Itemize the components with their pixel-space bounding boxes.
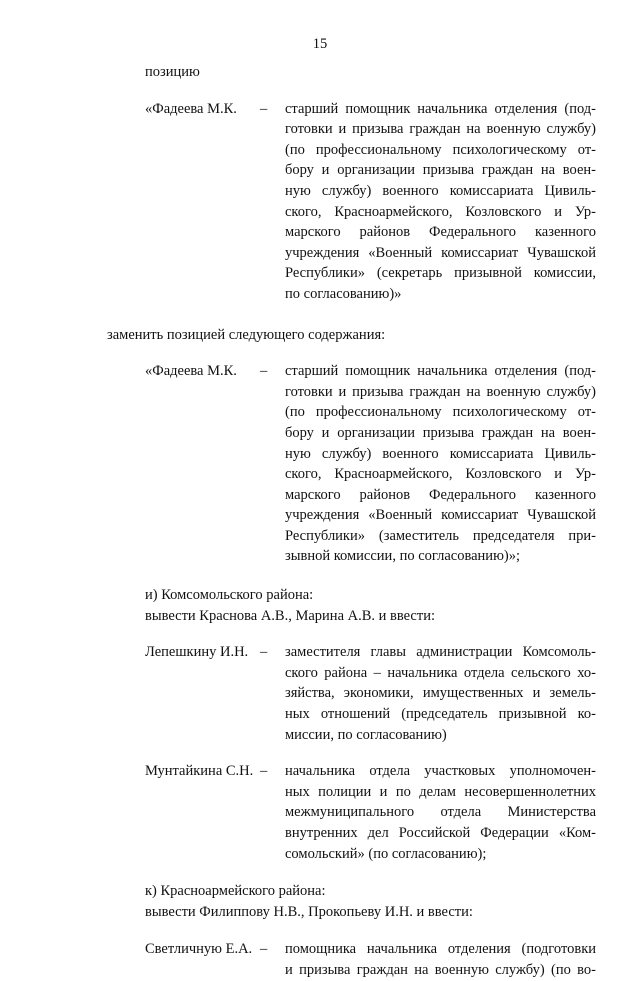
description-line: бору и организации призыва граждан на воен- <box>285 424 596 441</box>
member-description <box>285 99 596 305</box>
description-line: (по профессиональному психологическому от- <box>285 141 596 158</box>
description-line: миссии, по согласованию) <box>285 726 447 743</box>
description-line: марского районов Федерального казенного <box>285 486 596 503</box>
member-description <box>285 361 596 567</box>
description-line: старший помощник начальника отделения (под- <box>285 363 596 380</box>
text-line: позицию <box>145 64 200 80</box>
description-line: по согласованию)» <box>285 285 402 302</box>
description-line: учреждения «Военный комиссариат Чувашской <box>285 507 596 524</box>
text-line: заменить позицией следующего содержания: <box>107 326 386 343</box>
member-name: «Фадеева М.К. <box>145 100 237 117</box>
description-line: готовки и призыва граждан на военную службу) <box>285 383 596 400</box>
description-line: зяйства, экономики, имущественных и земель- <box>285 685 596 702</box>
description-line: готовки и призыва граждан на военную службу) <box>285 121 596 138</box>
member-entry <box>145 761 596 864</box>
dash-separator: – <box>260 100 268 117</box>
text-line: и) Комсомольского района: <box>145 587 314 604</box>
member-entry <box>145 361 596 567</box>
member-description <box>285 642 596 745</box>
member-description <box>285 761 596 864</box>
description-line: ского, Красноармейского, Козловского и Ур- <box>285 466 596 483</box>
member-name: Лепешкину И.Н. <box>145 644 249 661</box>
description-line: бору и организации призыва граждан на воен- <box>285 162 596 179</box>
member-name: «Фадеева М.К. <box>145 363 237 380</box>
description-line: межмуниципального отдела Министерства <box>285 804 596 821</box>
description-line: начальника отдела участковых уполномочен- <box>285 763 596 780</box>
document-body <box>0 62 640 981</box>
page-number: 15 <box>312 36 328 52</box>
description-line: и призыва граждан на военную службу) (по во- <box>285 961 596 978</box>
description-line: помощника начальника отделения (подготовки <box>285 941 596 958</box>
member-name: Мунтайкина С.Н. <box>145 763 254 780</box>
description-line: учреждения «Военный комиссариат Чувашской <box>285 244 596 261</box>
description-line: ных отношений (председатель призывной ко- <box>285 706 596 723</box>
dash-separator: – <box>260 941 268 958</box>
description-line: заместителя главы администрации Комсомоль- <box>285 644 596 661</box>
description-line: ную службу) военного комиссариата Цивиль- <box>285 445 596 462</box>
description-line: Республики» (секретарь призывной комиссии, <box>285 265 596 282</box>
text-line: вывести Краснова А.В., Марина А.В. и ввести: <box>145 607 435 624</box>
member-entry <box>145 642 596 745</box>
description-line: старший помощник начальника отделения (под- <box>285 100 596 117</box>
description-line: зывной комиссии, по согласованию)»; <box>285 548 521 565</box>
member-entry <box>145 99 596 305</box>
description-line: внутренних дел Российской Федерации «Ком- <box>285 825 596 841</box>
description-line: ных полиции и по делам несовершеннолетних <box>285 783 596 800</box>
text-line: к) Красноармейского района: <box>145 883 326 900</box>
description-line: ского района – начальника отдела сельского хо- <box>285 664 596 681</box>
description-line: (по профессиональному психологическому от- <box>285 404 596 421</box>
member-name: Светличную Е.А. <box>145 941 253 958</box>
member-entry <box>145 939 596 980</box>
description-line: сомольский» (по согласованию); <box>285 845 487 862</box>
description-line: марского районов Федерального казенного <box>285 224 596 241</box>
dash-separator: – <box>260 644 268 661</box>
dash-separator: – <box>260 363 268 380</box>
description-line: ную службу) военного комиссариата Цивиль- <box>285 182 596 199</box>
dash-separator: – <box>260 763 268 780</box>
description-line: ского, Красноармейского, Козловского и Ур- <box>285 203 596 220</box>
text-line: вывести Филиппову Н.В., Прокопьеву И.Н. и ввести: <box>145 903 473 920</box>
member-description <box>285 939 596 980</box>
description-line: Республики» (заместитель председателя при- <box>285 527 596 544</box>
